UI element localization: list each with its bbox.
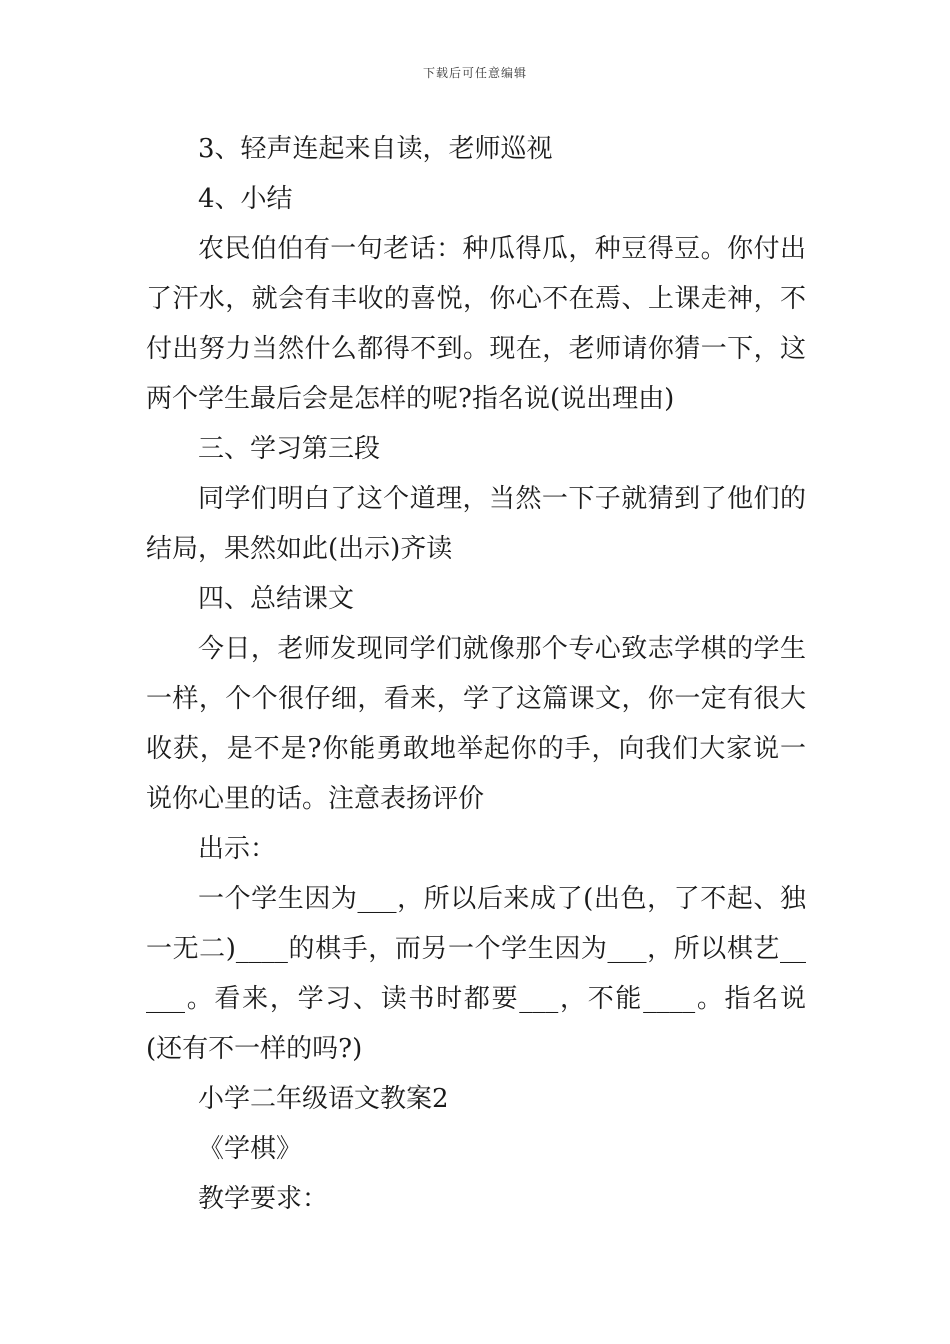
lesson-plan-title: 小学二年级语文教案2 [198, 1084, 449, 1114]
teaching-requirements-heading: 教学要求： [198, 1184, 329, 1214]
display-label: 出示： [198, 834, 277, 864]
section-3-paragraph: 同学们明白了这个道理，当然一下子就猜到了他们的结局，果然如此(出示)齐读 [146, 484, 806, 564]
lesson-name: 《学棋》 [198, 1134, 303, 1164]
document-body [146, 124, 806, 1224]
section-4-paragraph: 今日，老师发现同学们就像那个专心致志学棋的学生一样，个个很仔细，看来，学了这篇课文，你一定有很大收获，是不是?你能勇敢地举起你的手，向我们大家说一说你心里的话。注意表扬评价 [146, 634, 806, 814]
step-4-heading: 4、小结 [198, 184, 293, 214]
summary-paragraph: 农民伯伯有一句老话：种瓜得瓜，种豆得豆。你付出了汗水，就会有丰收的喜悦，你心不在焉、上课走神，不付出努力当然什么都得不到。现在，老师请你猜一下，这两个学生最后会是怎样的呢?指名说(说出理由) [146, 234, 806, 414]
section-4-heading: 四、总结课文 [198, 584, 355, 614]
section-3-heading: 三、学习第三段 [198, 434, 381, 464]
fill-in-blank-paragraph: 一个学生因为___，所以后来成了(出色，了不起、独一无二)____的棋手，而另一个学生因为___，所以棋艺_____。看来，学习、读书时都要___，不能____。指名说(还有不一样的吗?) [146, 884, 806, 1064]
step-3-paragraph: 3、轻声连起来自读，老师巡视 [198, 134, 553, 164]
page-header: 下载后可任意编辑 [422, 66, 527, 80]
